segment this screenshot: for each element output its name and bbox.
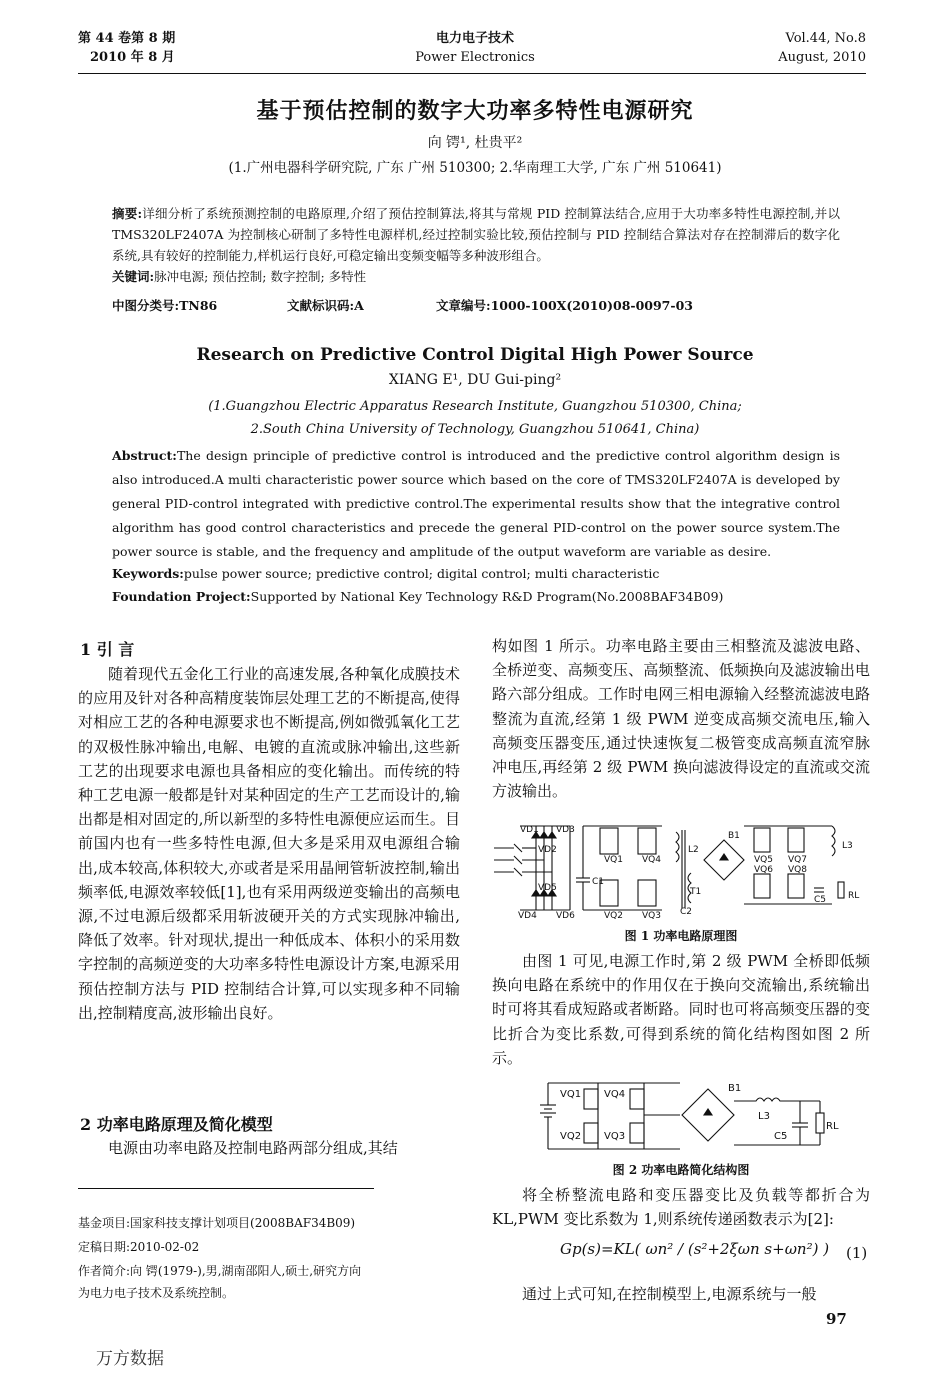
label-l2: L2 [688, 845, 699, 855]
foundation-row [112, 589, 840, 604]
figure-1-circuit [492, 818, 872, 923]
abstract-en [112, 444, 840, 564]
label-vq7: VQ7 [788, 855, 807, 865]
label-vq3: VQ3 [642, 911, 661, 921]
fig2-label-vq3: VQ3 [604, 1131, 626, 1142]
label-t1: T1 [690, 887, 702, 897]
label-b1: B1 [728, 831, 740, 841]
article-number: 文章编号:1000-100X(2010)08-0097-03 [436, 298, 693, 313]
clc-number: 中图分类号:TN86 [112, 298, 218, 313]
right-paragraph-1: 构如图 1 所示。功率电路主要由三相整流及滤波电路、全桥逆变、高频变压、高频整流、低频换向及滤波输出电路六部分组成。工作时电网三相电源输入经整流滤波电路整流为直流,经第 1 级 PWM 逆变成高频交流电压,输入高频变压器变压,通过快速恢复二极管变成高频直流窄脉冲电压,再经第 2 级 PWM 换向滤波得设定的直流或交流方波输出。 [492, 637, 870, 801]
abstract-en-label: Abstruct: [112, 448, 177, 463]
section-1-body: 随着现代五金化工行业的高速发展,各种氧化成膜技术的应用及针对各种高精度装饰层处理工艺的不断提高,使得对相应工艺的各种电源要求也不断提高,例如微弧氧化工艺的双极性脉冲输出,电解、电镀的直流或脉冲输出,这些新工艺的出现要求电源也具备相应的变化输出。而传统的特种工艺电源一般都是针对某种固定的生产工艺而设计的,输出都是相对固定的,所以新型的多特性电源便应运而生。目前国内也有一些多特性电源,但大多是采用双电源组合输出,成本较高,体积较大,亦或者是采用晶闸管斩波控制,输出频率低,电源效率较低[1],也有采用两级逆变输出的高频电源,不过电源后级都采用斩波硬开关的方式实现脉冲输出,降低了效率。针对现状,提出一种低成本、体积小的采用数字控制的高频逆变的大功率多特性电源设计方案,电源采用预估控制方法与 PID 控制结合计算,可以实现多种不同输出,控制精度高,波形输出良好。 [78, 665, 460, 1022]
label-vd1: VD1 [520, 825, 539, 835]
right-paragraph-4: 通过上式可知,在控制模型上,电源系统与一般 [522, 1285, 817, 1303]
fig2-label-vq1: VQ1 [560, 1089, 582, 1100]
abstract-cn [112, 203, 840, 287]
watermark: 万方数据 [96, 1349, 164, 1369]
keywords-en-row [112, 566, 840, 581]
equation-1-number: (1) [846, 1244, 868, 1262]
header-journal-en: Power Electronics [415, 50, 535, 65]
authors-cn: 向 锷¹, 杜贵平² [427, 135, 523, 151]
footnote-rule [78, 1188, 374, 1189]
label-vq1: VQ1 [604, 855, 623, 865]
hf-rectifier-b1 [704, 840, 744, 880]
footnote-author-1: 作者简介:向 锷(1979-),男,湖南邵阳人,硕士,研究方向 [78, 1264, 362, 1278]
label-c1: C1 [592, 877, 605, 887]
footnote-fund: 基金项目:国家科技支撑计划项目(2008BAF34B09) [78, 1216, 356, 1230]
right-paragraph-3: 将全桥整流电路和变压器变比及负载等都折合为 KL,PWM 变比系数为 1,则系统传递函数表示为[2]: [492, 1186, 870, 1229]
header-rule [78, 73, 866, 74]
section-2-heading: 2 功率电路原理及简化模型 [80, 1115, 273, 1134]
title-en: Research on Predictive Control Digital High Power Source [196, 345, 754, 365]
label-vd4: VD4 [518, 911, 537, 921]
figure-2-circuit [530, 1077, 840, 1157]
label-vq2: VQ2 [604, 911, 623, 921]
abstract-cn-label: 摘要: [112, 206, 143, 221]
figure-2-caption: 图 2 功率电路简化结构图 [612, 1163, 750, 1177]
hf-transformer [676, 830, 691, 908]
label-c2: C2 [680, 907, 693, 917]
abstract-en-text: The design principle of predictive control is introduced and the predictive control algorithm design is also introduced.A multi characteristic power source which based on the core of TMS320LF2407A is developed by general PID-control integrated with predictive control.The experimental results show that the integrative control algorithm has good control characteristics and precede the general PID-control on the power source system.The power source is stable, and the frequency and amplitude of the output waveform are variable as desire. [112, 448, 840, 559]
footnote-received: 定稿日期:2010-02-02 [78, 1240, 200, 1254]
fig2-label-l3: L3 [758, 1111, 770, 1122]
label-vq8: VQ8 [788, 865, 807, 875]
section-1-heading: 1 引 言 [80, 640, 135, 659]
keywords-cn-label: 关键词: [112, 269, 155, 284]
label-vq5: VQ5 [754, 855, 773, 865]
label-rl: RL [848, 891, 860, 901]
affiliation-cn: (1.广州电器科学研究院, 广东 广州 510300; 2.华南理工大学, 广东 广州 510641) [228, 160, 722, 176]
foundation-text: Supported by National Key Technology R&D Program(No.2008BAF34B09) [250, 589, 724, 604]
equation-1: Gp(s)=KL( ωn² / (s²+2ξωn s+ωn²) ) [560, 1240, 830, 1258]
abstract-cn-text: 详细分析了系统预测控制的电路原理,介绍了预估控制算法,将其与常规 PID 控制算法结合,应用于大功率多特性电源控制,并以 TMS320LF2407A 为控制核心研制了多特性电源样机,经过控制实验比较,预估控制与 PID 控制结合算法对存在控制滞后的数字化系统,具有较好的控制能力,样机运行良好,可稳定输出变频变幅等多种波形组合。 [112, 206, 840, 263]
affiliation-en-1: (1.Guangzhou Electric Apparatus Research Institute, Guangzhou 510300, China; [208, 399, 742, 414]
document-code: 文献标识码:A [287, 298, 364, 313]
fig2-label-rl: RL [826, 1121, 839, 1132]
label-vd6: VD6 [556, 911, 575, 921]
right-paragraph-2: 由图 1 可见,电源工作时,第 2 级 PWM 全桥即低频换向电路在系统中的作用仅在于换向交流输出,系统输出时可将其看成短路或者断路。同时也可将高频变压器的变比折合为变比系数,可得到系统的简化结构图如图 2 所示。 [492, 952, 870, 1067]
header-volume-cn: 第 44 卷第 8 期 [78, 31, 176, 46]
page-number: 97 [826, 1310, 847, 1328]
foundation-label: Foundation Project: [112, 589, 251, 604]
affiliation-en-2: 2.South China University of Technology, Guangzhou 510641, China) [250, 422, 700, 437]
header-date-cn: 2010 年 8 月 [90, 50, 175, 65]
label-vq4: VQ4 [642, 855, 661, 865]
label-vd5: VD5 [538, 883, 557, 893]
figure-1-caption: 图 1 功率电路原理图 [624, 929, 738, 943]
header-journal-cn: 电力电子技术 [435, 31, 514, 46]
label-vd3: VD3 [556, 825, 575, 835]
fig2-label-vq4: VQ4 [604, 1089, 626, 1100]
label-c5: C5 [814, 895, 827, 905]
fig2-label-b1: B1 [728, 1083, 742, 1094]
keywords-en: pulse power source; predictive control; digital control; multi characteristic [183, 566, 660, 581]
title-cn: 基于预估控制的数字大功率多特性电源研究 [256, 98, 694, 124]
header-date-en: August, 2010 [778, 50, 866, 65]
inverter-bridge-1 [583, 826, 662, 910]
authors-en: XIANG E¹, DU Gui-ping² [388, 372, 562, 388]
rectifier-bridge [520, 826, 570, 910]
keywords-en-label: Keywords: [112, 566, 184, 581]
label-vq6: VQ6 [754, 865, 773, 875]
fig2-label-vq2: VQ2 [560, 1131, 582, 1142]
section-2-body: 电源由功率电路及控制电路两部分组成,其结 [108, 1139, 398, 1157]
label-vd2: VD2 [538, 845, 557, 855]
header-volume-en: Vol.44, No.8 [785, 31, 866, 46]
footnote-author-2: 为电力电子技术及系统控制。 [78, 1286, 235, 1300]
keywords-cn: 脉冲电源; 预估控制; 数字控制; 多特性 [154, 269, 367, 284]
label-l3: L3 [842, 841, 853, 851]
fig2-label-c5: C5 [774, 1131, 788, 1142]
